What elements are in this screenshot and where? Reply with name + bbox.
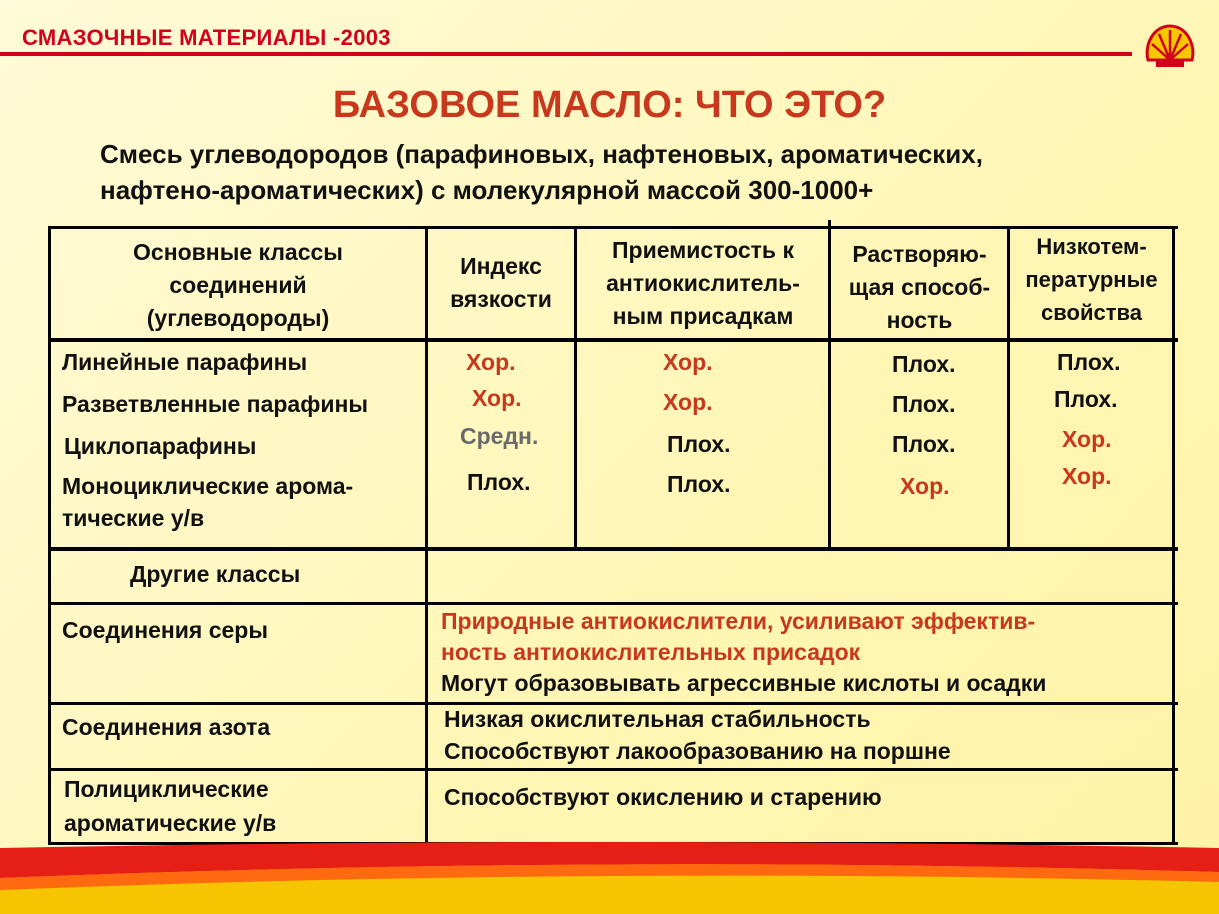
row-name: Линейные парафины xyxy=(62,349,308,375)
header-brand-line: СМАЗОЧНЫЕ МАТЕРИАЛЫ -2003 xyxy=(22,25,391,50)
row-name: Разветвленные парафины xyxy=(62,391,368,417)
other-row-name: Полициклические ароматические у/в xyxy=(64,776,277,836)
other-row-desc: Способствуют окислению и старению xyxy=(444,784,882,810)
viscosity-value: Хор. xyxy=(466,349,516,375)
lowtemp-value: Хор. xyxy=(1062,463,1112,489)
antiox-value: Плох. xyxy=(667,471,731,497)
antiox-value: Хор. xyxy=(663,349,713,375)
header-solvency: Растворяю- щая способ- ность xyxy=(848,241,991,333)
lowtemp-value: Плох. xyxy=(1054,386,1118,412)
solvency-value: Хор. xyxy=(900,473,950,499)
row-name: Моноциклические арома- тические у/в xyxy=(62,473,354,531)
header-divider xyxy=(0,52,1132,56)
viscosity-value: Плох. xyxy=(467,469,531,495)
header-viscosity: Индекс вязкости xyxy=(450,253,552,312)
shell-logo-icon xyxy=(1144,22,1196,70)
other-row-desc: Природные антиокислители, усиливают эффектив- ность антиокислительных присадок Могут образовывать агрессивные кислоты и осадки xyxy=(441,608,1047,696)
footer-wave xyxy=(0,842,1219,914)
solvency-value: Плох. xyxy=(892,351,956,377)
other-row-name: Соединения азота xyxy=(62,714,271,740)
row-name: Циклопарафины xyxy=(64,433,257,459)
other-row-desc: Низкая окислительная стабильность Способствуют лакообразованию на поршне xyxy=(444,706,951,764)
lowtemp-value: Хор. xyxy=(1062,426,1112,452)
viscosity-value: Средн. xyxy=(460,423,539,449)
subtitle-line-2: нафтено-ароматических) с молекулярной массой 300-1000+ xyxy=(100,175,874,205)
slide-title: БАЗОВОЕ МАСЛО: ЧТО ЭТО? xyxy=(332,84,887,126)
other-classes-header: Другие классы xyxy=(130,561,301,587)
header-antioxidant: Приемистость к антиокислитель- ным присадкам xyxy=(606,237,800,329)
other-row-name: Соединения серы xyxy=(62,617,268,643)
lowtemp-value: Плох. xyxy=(1057,349,1121,375)
slide-subtitle xyxy=(100,136,1180,208)
antiox-value: Плох. xyxy=(667,431,731,457)
antiox-value: Хор. xyxy=(663,389,713,415)
solvency-value: Плох. xyxy=(892,431,956,457)
header-lowtemp: Низкотем- пературные свойства xyxy=(1025,234,1158,325)
solvency-value: Плох. xyxy=(892,391,956,417)
subtitle-line-1: Смесь углеводородов (парафиновых, нафтеновых, ароматических, xyxy=(100,139,983,169)
header-classes: Основные классы соединений (углеводороды) xyxy=(133,239,343,331)
viscosity-value: Хор. xyxy=(472,385,522,411)
